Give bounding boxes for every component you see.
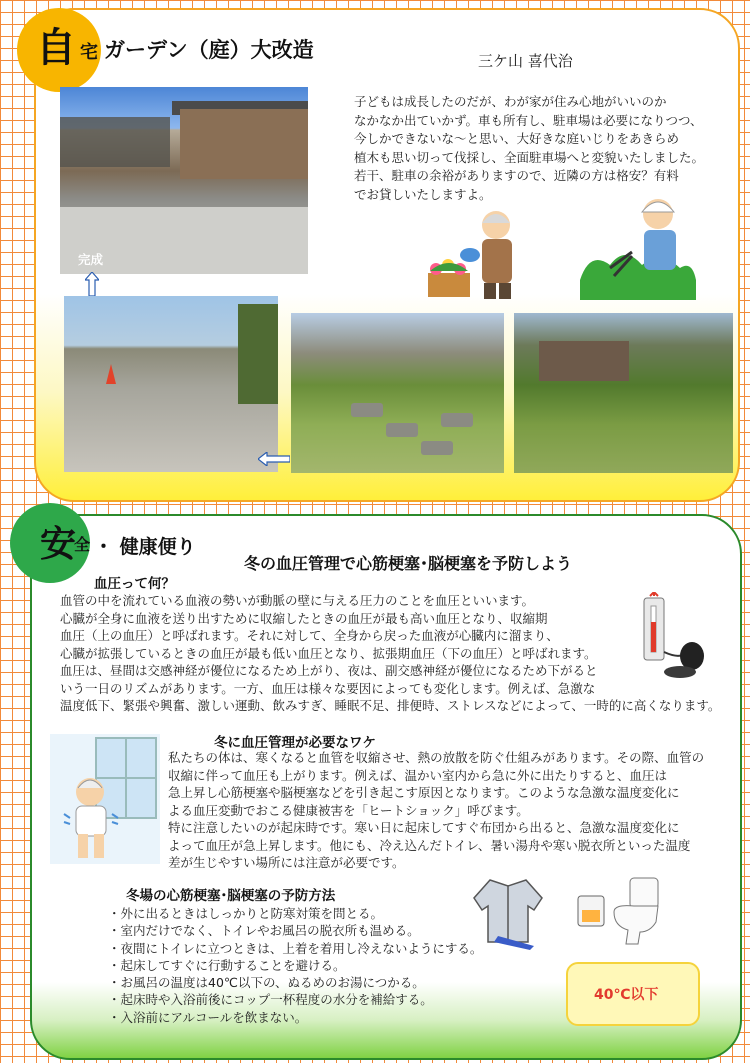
completed-driveway-photo [60, 87, 308, 274]
old-garden-photo [514, 313, 733, 473]
section-badge-char: 自 [36, 25, 76, 71]
article-heading: 冬の血圧管理で心筋梗塞･脳梗塞を予防しよう [244, 554, 573, 573]
section-badge-subchar: 宅 [80, 42, 98, 63]
text-line: 私たちの体は、寒くなると血管を収縮させ、熱の放散を防ぐ仕組みがあります。その際、血管の [168, 750, 705, 765]
list-item: ・入浴前にアルコールを飲まない。 [108, 1009, 308, 1025]
section-badge-subchar: 全 [74, 535, 91, 554]
text-line: 血圧（上の血圧）と呼ばれます。それに対して、全身から戻った血液が心臓内に溜まり、 [60, 628, 559, 643]
text-line: 子どもは成長したのだが、わが家が住み心地がいいのか [354, 94, 667, 109]
section-badge-char: 安 [40, 524, 77, 565]
toilet-icon [610, 876, 662, 946]
blood-pressure-text [60, 592, 724, 715]
section-title: ・ 健康便り [94, 536, 196, 558]
list-item: ・起床時や入浴前後にコップ一杯程度の水分を補給する。 [108, 992, 433, 1008]
photo-caption: 完成 [78, 252, 104, 267]
subheading: 冬場の心筋梗塞･脳梗塞の予防方法 [126, 888, 336, 904]
text-line: でお貸しいたしますよ。 [354, 186, 492, 202]
text-line: 血管の中を流れている血液の勢いが動脈の壁に与える圧力のことを血圧といいます。 [60, 593, 535, 608]
subheading: 血圧って何？ [94, 576, 175, 592]
text-line: 心臓が拡張しているときの血圧が最も低い血圧となり、拡張期血圧（下の血圧）と呼ばれます。 [60, 645, 597, 661]
shivering-person-icon [50, 734, 160, 864]
text-line: 特に注意したいのが起床時です。寒い日に起床してすぐ布団から出ると、急激な温度変化に [168, 820, 680, 835]
list-item: ・外に出るときはしっかりと防寒対策を問とる。 [108, 906, 384, 921]
arrow-left-icon [258, 452, 290, 466]
subheading: 冬に血圧管理が必要なワケ [214, 735, 376, 751]
text-line: 若干、駐車の余裕がありますので、近隣の方は格安？有料 [354, 168, 679, 183]
text-line: 急上昇し心筋梗塞や脳梗塞などを引き起こす原因となります。このような急激な温度変化に [168, 785, 680, 800]
text-line: 植木も思い切って伐採し、全面駐車場へと変貌いたしました。 [354, 149, 705, 165]
blood-pressure-monitor-icon [636, 592, 708, 682]
winter-jacket-icon [470, 876, 546, 950]
text-line: 差が生じやすい場所には注意が必要です。 [168, 855, 405, 870]
text-line: よる血圧変動でおこる健康被害を「ヒートショック」呼びます。 [168, 802, 529, 818]
text-line: なかなか出ていかず。車も所有し、駐車場は必要になりつつ、 [354, 112, 703, 128]
list-item: ・夜間にトイレに立つときは、上着を着用し冷えないようにする。 [108, 940, 483, 956]
text-line: 温度低下、緊張や興奮、激しい運動、飲みすぎ、睡眠不足、排便時、ストレスなどによって、一時的に高くなります。 [60, 698, 721, 713]
text-line: いう一日のリズムがあります。一方、血圧は様々な要因によっても変化します。例えば、急激な [60, 680, 596, 696]
list-item: ・起床してすぐに行動することを避ける。 [108, 957, 346, 973]
winter-bp-text [168, 749, 724, 872]
before-construction-photo [64, 296, 278, 472]
text-line: よって血圧が急上昇します。他にも、冷え込んだトイレ、暑い湯舟や寒い脱衣所といった温度 [168, 837, 691, 853]
text-line: 血圧は、昼間は交感神経が優位になるため上がり、夜は、副交感神経が優位になるため下がると [60, 663, 598, 678]
text-line: 今しかできないな～と思い、大好きな庭いじりをあきらめ [354, 131, 680, 146]
man-watering-plants-icon [424, 205, 524, 301]
section-title: ガーデン（庭）大改造 [104, 38, 314, 62]
arrow-up-icon [85, 272, 99, 296]
bath-temperature-label: 40℃以下 [594, 987, 659, 1003]
gardener-trimming-hedge-icon [580, 190, 696, 300]
old-garden-photo [291, 313, 504, 473]
heater-icon [576, 894, 606, 928]
author-name: 三ケ山 喜代治 [478, 52, 573, 70]
article-text [354, 93, 726, 204]
text-line: 心臓が全身に血液を送り出すために収縮したときの血圧が最も高い血圧となり、収縮期 [60, 610, 548, 626]
text-line: 収縮に伴って血圧も上がります。例えば、温かい室内から急に外に出たりすると、血圧は [168, 767, 668, 783]
list-item: ・室内だけでなく、トイレやお風呂の脱衣所も温める。 [108, 923, 420, 939]
list-item: ・お風呂の温度は40℃以下の、ぬるめのお湯につかる。 [108, 975, 425, 991]
